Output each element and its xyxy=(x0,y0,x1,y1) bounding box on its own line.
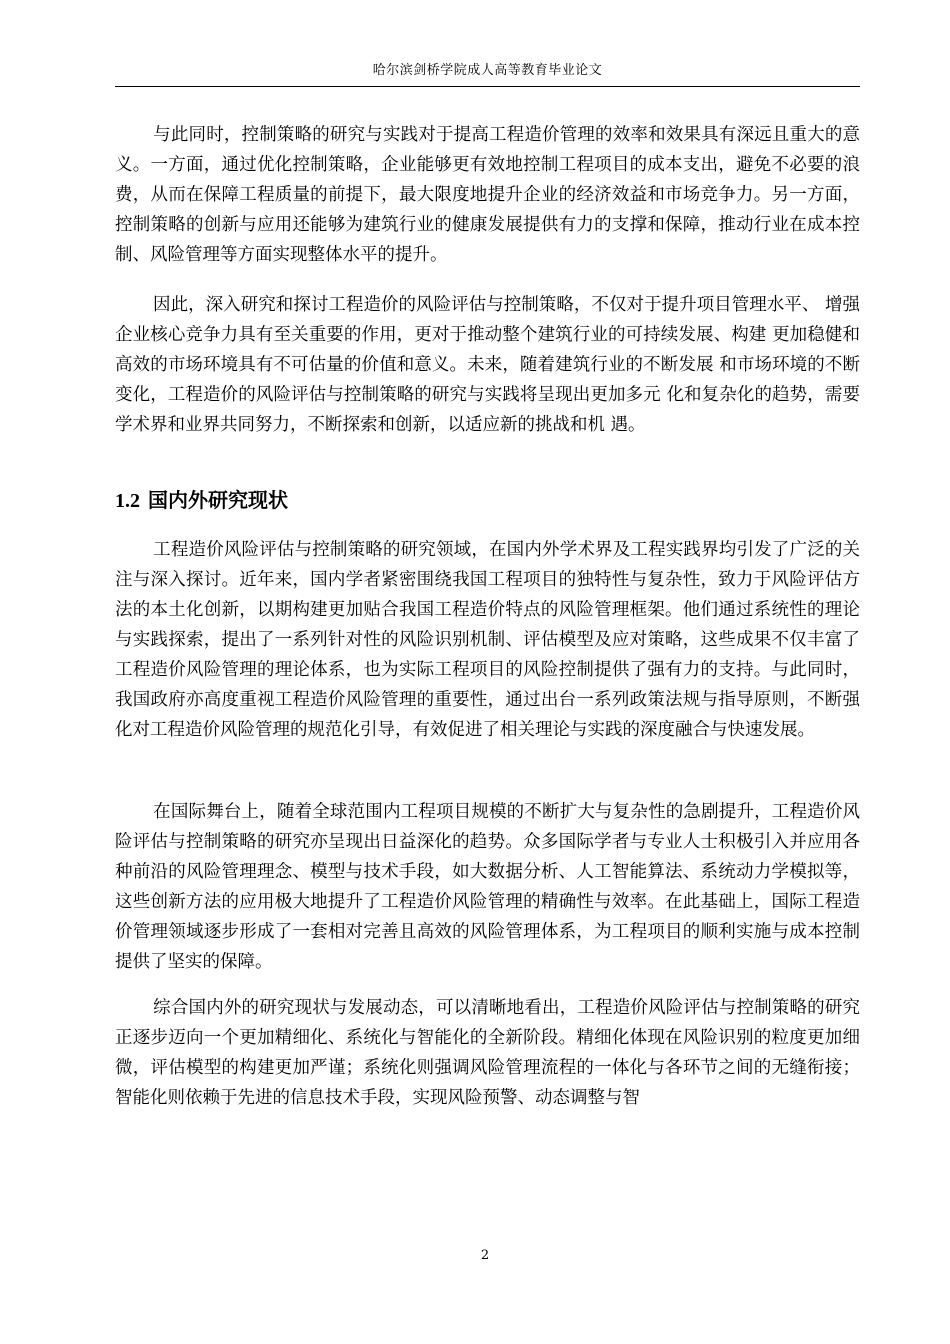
paragraph-text: 综合国内外的研究现状与发展动态，可以清晰地看出，工程造价风险评估与控制策略的研究正逐步迈向一个更加精细化、系统化与智能化的全新阶段。精细化体现在风险识别的粒度更加细微，评估模型的构建更加严谨；系统化则强调风险管理流程的一体化与各环节之间的无缝衔接；智能化则依赖于先进的信息技术手段，实现风险预警、动态调整与智 xyxy=(115,998,860,1108)
header-divider xyxy=(115,86,860,87)
running-header: 哈尔滨剑桥学院成人高等教育毕业论文 xyxy=(372,63,603,78)
section-heading xyxy=(115,484,288,517)
section-title: 国内外研究现状 xyxy=(148,488,288,512)
paragraph-domestic-research xyxy=(115,535,860,745)
paragraph-text: 在国际舞台上，随着全球范围内工程项目规模的不断扩大与复杂性的急剧提升，工程造价风险评估与控制策略的研究亦呈现出日益深化的趋势。众多国际学者与专业人士积极引入并应用各种前沿的风险管理理念、模型与技术手段，如大数据分析、人工智能算法、系统动力学模拟等，这些创新方法的应用极大地提升了工程造价风险管理的精确性与效率。在此基础上，国际工程造价管理领域逐步形成了一套相对完善且高效的风险管理体系，为工程项目的顺利实施与成本控制提供了坚实的保障。 xyxy=(115,802,860,972)
page-number: 2 xyxy=(480,1248,490,1263)
paragraph-text: 工程造价风险评估与控制策略的研究领域，在国内外学术界及工程实践界均引发了广泛的关注与深入探讨。近年来，国内学者紧密围绕我国工程项目的独特性与复杂性，致力于风险评估方法的本土化创新，以期构建更加贴合我国工程造价特点的风险管理框架。他们通过系统性的理论与实践探索，提出了一系列针对性的风险识别机制、评估模型及应对策略，这些成果不仅丰富了工程造价风险管理的理论体系，也为实际工程项目的风险控制提供了强有力的支持。与此同时，我国政府亦高度重视工程造价风险管理的重要性，通过出台一系列政策法规与指导原则，不断强化对工程造价风险管理的规范化引导，有效促进了相关理论与实践的深度融合与快速发展。 xyxy=(115,540,860,740)
paragraph-international-research xyxy=(115,797,860,977)
paragraph-text: 与此同时，控制策略的研究与实践对于提高工程造价管理的效率和效果具有深远且重大的意义。一方面，通过优化控制策略，企业能够更有效地控制工程项目的成本支出，避免不必要的浪费，从而在保障工程质量的前提下，最大限度地提升企业的经济效益和市场竞争力。另一方面，控制策略的创新与应用还能够为建筑行业的健康发展提供有力的支撑和保障，推动行业在成本控制、风险管理等方面实现整体水平的提升。 xyxy=(115,125,860,265)
paragraph-synthesis xyxy=(115,993,860,1113)
paragraph-conclusion-outlook xyxy=(115,290,860,440)
paragraph-text: 因此，深入研究和探讨工程造价的风险评估与控制策略，不仅对于提升项目管理水平、 增强企业核心竞争力具有至关重要的作用，更对于推动整个建筑行业的可持续发展、构建 更加稳健和高效的市场环境具有不可估量的价值和意义。未来，随着建筑行业的不断发展 和市场环境的不断变化，工程造价的风险评估与控制策略的研究与实践将呈现出更加多元 化和复杂化的趋势，需要学术界和业界共同努力，不断探索和创新，以适应新的挑战和机 遇。 xyxy=(115,295,860,435)
paragraph-control-strategy-significance xyxy=(115,120,860,270)
section-number: 1.2 xyxy=(115,490,140,512)
